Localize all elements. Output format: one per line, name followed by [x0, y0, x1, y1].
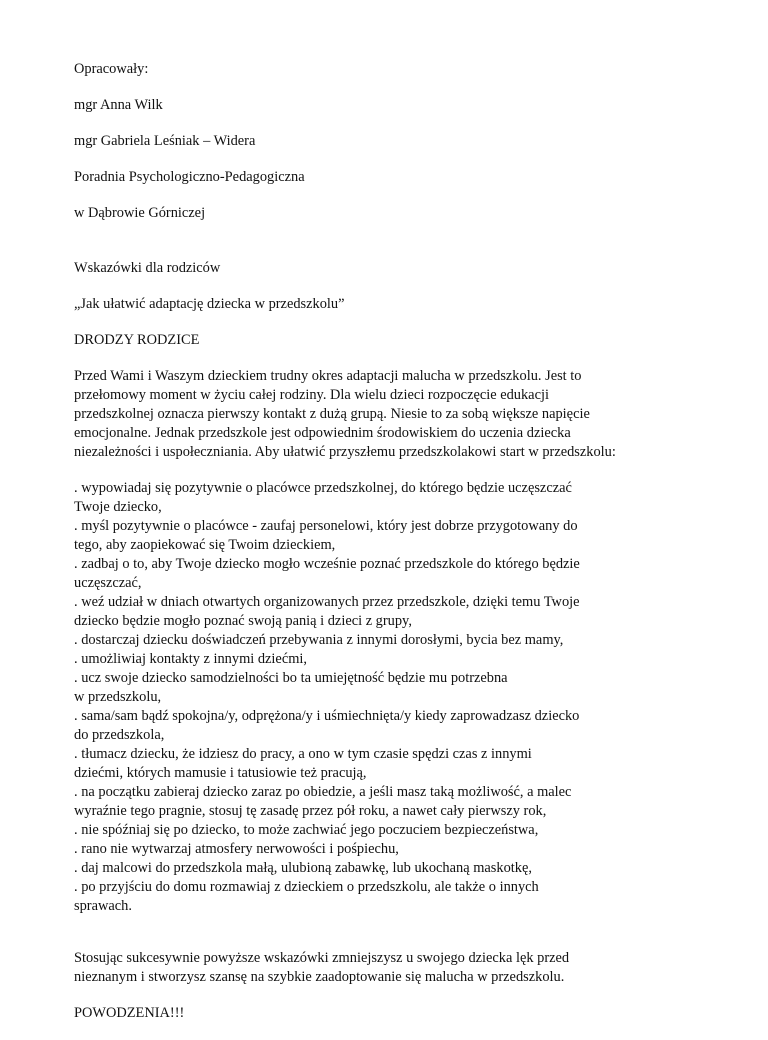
document-subtitle: „Jak ułatwić adaptację dziecka w przedszkolu”: [74, 296, 345, 312]
greeting-heading: DRODZY RODZICE: [74, 332, 200, 348]
author-gabriela-lesniak-widera: mgr Gabriela Leśniak – Widera: [74, 133, 256, 149]
tip-item: . wypowiadaj się pozytywnie o placówce przedszkolnej, do którego będzie uczęszczać Twoje dziecko,: [74, 480, 572, 515]
tips-list: [74, 479, 714, 916]
closing-paragraph: Stosując sukcesywnie powyższe wskazówki zmniejszysz u swojego dziecka lęk przed nieznanym i stworzysz szansę na szybkie zaadoptowanie się malucha w przedszkolu.: [74, 950, 570, 985]
tip-item: . sama/sam bądź spokojna/y, odprężona/y i uśmiechnięta/y kiedy zaprowadzasz dziecko do przedszkola,: [74, 708, 580, 743]
tip-item: . myśl pozytywnie o placówce - zaufaj personelowi, który jest dobrze przygotowany do tego, aby zaopiekować się Twoim dzieckiem,: [74, 518, 578, 553]
tip-item: . daj malcowi do przedszkola małą, ulubioną zabawkę, lub ukochaną maskotkę,: [74, 860, 532, 876]
tip-item: . ucz swoje dziecko samodzielności bo ta umiejętność będzie mu potrzebna w przedszkolu,: [74, 670, 508, 705]
tip-item: . dostarczaj dziecku doświadczeń przebywania z innymi dorosłymi, bycia bez mamy,: [74, 632, 564, 648]
institution-name: Poradnia Psychologiczno-Pedagogiczna: [74, 169, 305, 185]
tip-item: . zadbaj o to, aby Twoje dziecko mogło wcześnie poznać przedszkole do którego będzie uczęszczać,: [74, 556, 580, 591]
document-body: [74, 60, 714, 1040]
tip-item: . po przyjściu do domu rozmawiaj z dzieckiem o przedszkolu, ale także o innych sprawach.: [74, 879, 539, 914]
tip-item: . tłumacz dziecku, że idziesz do pracy, a ono w tym czasie spędzi czas z innymi dziećmi, których mamusie i tatusiowie też pracują,: [74, 746, 532, 781]
tip-item: . na początku zabieraj dziecko zaraz po obiedzie, a jeśli masz taką możliwość, a malec wyraźnie tego pragnie, stosuj tę zasadę przez pół roku, a nawet cały pierwszy rok,: [74, 784, 572, 819]
tip-item: . nie spóźniaj się po dziecko, to może zachwiać jego poczuciem bezpieczeństwa,: [74, 822, 539, 838]
institution-location: w Dąbrowie Górniczej: [74, 205, 206, 221]
farewell-text: POWODZENIA!!!: [74, 1005, 185, 1021]
document-title: Wskazówki dla rodziców: [74, 260, 221, 276]
author-anna-wilk: mgr Anna Wilk: [74, 97, 163, 113]
intro-paragraph: Przed Wami i Waszym dzieckiem trudny okres adaptacji malucha w przedszkolu. Jest to przełomowy moment w życiu całej rodziny. Dla wielu dzieci rozpoczęcie edukacji przedszkolnej oznacza pierwszy kontakt z dużą grupą. Niesie to za sobą większe napięcie emocjonalne. Jednak przedszkole jest odpowiednim środowiskiem do uczenia dziecka niezależności i uspołeczniania. Aby ułatwić przyszłemu przedszkolakowi start w przedszkolu:: [74, 368, 616, 460]
authors-header: Opracowały:: [74, 61, 149, 77]
tip-item: . weź udział w dniach otwartych organizowanych przez przedszkole, dzięki temu Twoje dziecko będzie mogło poznać swoją panią i dzieci z grupy,: [74, 594, 580, 629]
tip-item: . rano nie wytwarzaj atmosfery nerwowości i pośpiechu,: [74, 841, 399, 857]
tip-item: . umożliwiaj kontakty z innymi dziećmi,: [74, 651, 307, 667]
